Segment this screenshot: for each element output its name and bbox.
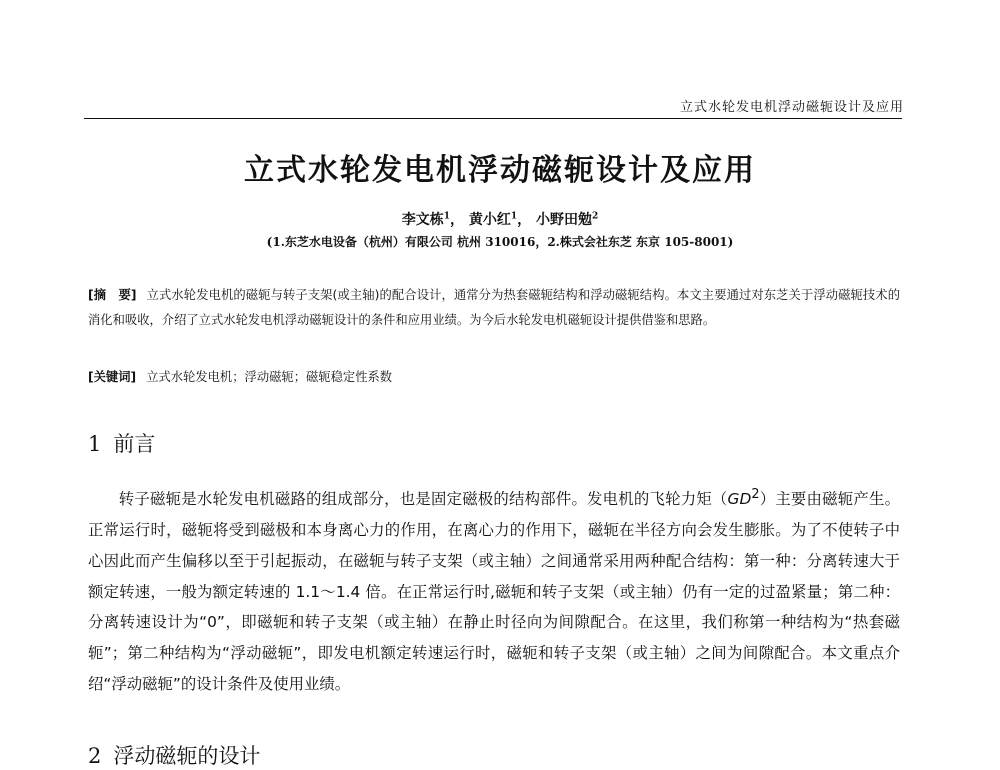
- affiliations: (1.东芝水电设备（杭州）有限公司 杭州 310016，2.株式会社东芝 东京 105-8001): [266, 235, 734, 249]
- paper-title: 立式水轮发电机浮动磁轭设计及应用: [244, 153, 756, 188]
- author-affil-mark: 1: [510, 211, 518, 222]
- keywords-text: 立式水轮发电机；浮动磁轭；磁轭稳定性系数: [146, 370, 393, 384]
- author-name: 小野田勉: [536, 212, 592, 228]
- section-1-paragraph: [88, 480, 900, 700]
- gd-exponent: 2: [751, 487, 760, 502]
- header-rule: [84, 118, 902, 119]
- section-number: 1: [88, 432, 102, 456]
- abstract-label: [摘 要]: [88, 288, 137, 302]
- author-separator: ，: [449, 212, 464, 228]
- paragraph-text-part: ）主要由磁轭产生。正常运行时，磁轭将受到磁极和本身离心力的作用，在离心力的作用下，磁轭在半径方向会发生膨胀。为了不使转子中心因此而产生偏移以至于引起振动，在磁轭与转子支架（或主轴）之间通常采用两种配合结构：第一种：分离转速大于额定转速，一般为额定转速的 1.1～1.4 倍。在正常运行时,磁轭和转子支架（或主轴）仍有一定的过盈紧量；第二种：分离转速设计为“0”，即磁轭和转子支架（或主轴）在静止时径向为间隙配合。在这里，我们称第一种结构为“热套磁轭”；第二种结构为“浮动磁轭”，即发电机额定转速运行时，磁轭和转子支架（或主轴）之间为间隙配合。本文重点介绍“浮动磁轭”的设计条件及使用业绩。: [88, 490, 900, 693]
- paragraph-text-part: 转子磁轭是水轮发电机磁路的组成部分，也是固定磁极的结构部件。发电机的飞轮力矩（: [118, 490, 728, 509]
- section-heading-1: [88, 428, 155, 458]
- section-heading-2: [88, 740, 260, 770]
- abstract-text: 立式水轮发电机的磁轭与转子支架(或主轴)的配合设计，通常分为热套磁轭结构和浮动磁轭结构。本文主要通过对东芝关于浮动磁轭技术的消化和吸收，介绍了立式水轮发电机浮动磁轭设计的条件和应用业绩。为今后水轮发电机磁轭设计提供借鉴和思路。: [88, 288, 900, 327]
- section-title: 前言: [113, 432, 156, 456]
- section-title: 浮动磁轭的设计: [113, 744, 261, 768]
- abstract: [88, 283, 900, 333]
- author-list: [0, 209, 1000, 229]
- author-separator: ，: [517, 212, 532, 228]
- author-name: 黄小红: [468, 212, 511, 228]
- gd-symbol: GD: [727, 490, 752, 509]
- running-header: 立式水轮发电机浮动磁轭设计及应用: [679, 100, 904, 115]
- author-affil-mark: 2: [592, 211, 599, 222]
- author-affil-mark: 1: [443, 211, 450, 222]
- section-number: 2: [88, 744, 102, 768]
- author-name: 李文栋: [401, 212, 444, 228]
- keywords: [88, 367, 900, 385]
- keywords-label: [关键词]: [88, 370, 137, 384]
